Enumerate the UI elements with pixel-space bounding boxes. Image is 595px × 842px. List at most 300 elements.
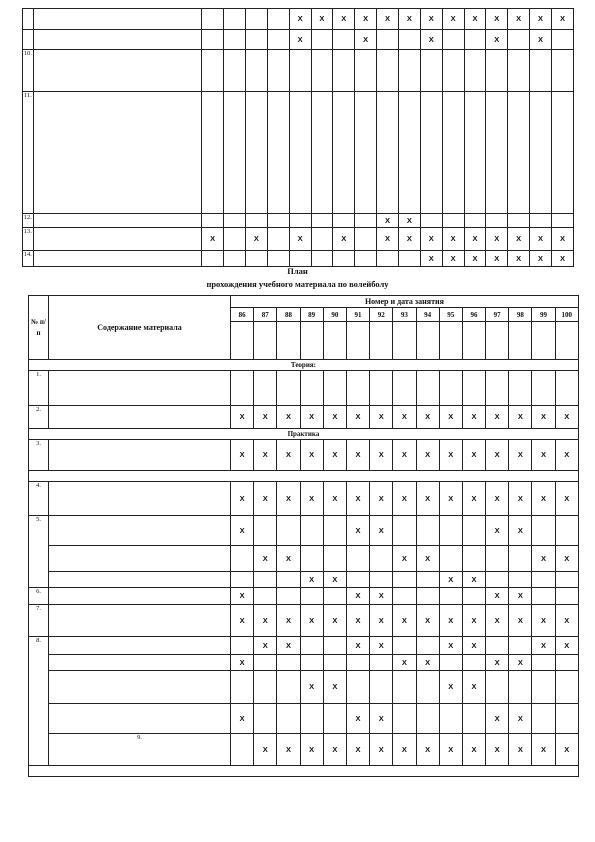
lesson-cell <box>509 516 532 546</box>
check-mark: X <box>285 412 291 421</box>
lesson-cell <box>355 228 377 251</box>
check-mark: X <box>378 744 384 754</box>
lesson-cell <box>439 588 462 605</box>
lesson-cell <box>416 406 439 429</box>
check-mark: X <box>517 657 523 667</box>
lesson-cell <box>346 440 369 471</box>
plan-row <box>29 734 579 766</box>
check-mark: X <box>239 657 245 667</box>
lesson-cell <box>202 9 224 30</box>
lesson-cell <box>346 605 369 637</box>
row-content <box>49 605 231 637</box>
check-mark: X <box>538 34 544 44</box>
lesson-cell <box>555 734 578 766</box>
check-mark: X <box>332 744 338 754</box>
lesson-cell <box>508 92 530 214</box>
lesson-cell <box>333 50 355 92</box>
lesson-date-cell <box>254 322 277 360</box>
lesson-cell <box>267 251 289 267</box>
check-mark: X <box>309 574 315 584</box>
lesson-cell <box>346 588 369 605</box>
section-practice <box>29 429 579 440</box>
lesson-cell <box>300 704 323 734</box>
lesson-cell <box>231 516 254 546</box>
lesson-cell <box>346 734 369 766</box>
lesson-cell <box>509 482 532 516</box>
lesson-cell <box>439 482 462 516</box>
lesson-number: 96 <box>462 308 485 322</box>
check-mark: X <box>428 234 434 243</box>
lesson-cell <box>532 605 555 637</box>
lesson-cell <box>508 251 530 267</box>
lesson-cell <box>486 50 508 92</box>
lesson-cell <box>277 371 300 406</box>
lesson-cell <box>530 30 552 50</box>
lesson-cell <box>277 588 300 605</box>
lesson-cell <box>439 637 462 655</box>
check-mark: X <box>516 234 522 243</box>
check-mark: X <box>239 525 245 535</box>
check-mark: X <box>239 412 245 421</box>
lesson-cell <box>393 605 416 637</box>
check-mark: X <box>494 34 500 44</box>
lesson-cell <box>254 605 277 637</box>
lesson-cell <box>393 704 416 734</box>
lesson-cell <box>532 704 555 734</box>
lesson-cell <box>420 214 442 228</box>
check-mark: X <box>471 744 477 754</box>
lesson-cell <box>289 50 311 92</box>
lesson-number: 87 <box>254 308 277 322</box>
lesson-cell <box>416 482 439 516</box>
row-content <box>33 214 202 228</box>
lesson-cell <box>202 214 224 228</box>
lesson-cell <box>532 371 555 406</box>
check-mark: X <box>401 412 407 421</box>
lesson-cell <box>393 588 416 605</box>
row-number: 4. <box>29 482 49 516</box>
check-mark: X <box>517 493 523 503</box>
check-mark: X <box>564 412 570 421</box>
lesson-cell <box>300 671 323 704</box>
header-lessons: Номер и дата занятия <box>231 296 579 308</box>
plan-row <box>29 440 579 471</box>
lesson-cell <box>555 671 578 704</box>
lesson-cell <box>333 214 355 228</box>
check-mark: X <box>401 744 407 754</box>
lesson-cell <box>333 228 355 251</box>
lesson-cell <box>300 371 323 406</box>
check-mark: X <box>262 615 268 625</box>
lesson-cell <box>254 588 277 605</box>
check-mark: X <box>401 615 407 625</box>
lesson-cell <box>532 637 555 655</box>
lesson-cell <box>370 588 393 605</box>
check-mark: X <box>538 14 544 23</box>
lesson-cell <box>532 406 555 429</box>
lesson-cell <box>231 371 254 406</box>
lesson-cell <box>224 50 246 92</box>
check-mark: X <box>472 234 478 243</box>
check-mark: X <box>564 493 570 503</box>
lesson-cell <box>486 588 509 605</box>
lesson-cell <box>551 214 573 228</box>
lesson-cell <box>439 704 462 734</box>
lesson-cell <box>231 605 254 637</box>
lesson-date-cell <box>300 322 323 360</box>
check-mark: X <box>448 615 454 625</box>
lesson-cell <box>245 251 267 267</box>
check-mark: X <box>309 744 315 754</box>
lesson-cell <box>486 655 509 671</box>
check-mark: X <box>332 493 338 503</box>
lesson-cell <box>300 440 323 471</box>
lesson-cell <box>323 588 346 605</box>
lesson-cell <box>231 655 254 671</box>
lesson-cell <box>277 605 300 637</box>
lesson-cell <box>509 440 532 471</box>
lesson-cell <box>508 50 530 92</box>
check-mark: X <box>285 493 291 503</box>
lesson-cell <box>509 605 532 637</box>
lesson-cell <box>439 572 462 588</box>
lesson-cell <box>323 516 346 546</box>
lesson-cell <box>277 655 300 671</box>
check-mark: X <box>425 657 431 667</box>
check-mark: X <box>494 744 500 754</box>
lesson-cell <box>439 671 462 704</box>
lesson-cell <box>245 92 267 214</box>
lesson-cell <box>398 9 420 30</box>
check-mark: X <box>401 450 407 459</box>
lesson-number: 86 <box>231 308 254 322</box>
lesson-cell <box>323 482 346 516</box>
lesson-cell <box>277 704 300 734</box>
lesson-cell <box>355 214 377 228</box>
lesson-cell <box>393 637 416 655</box>
lesson-cell <box>254 516 277 546</box>
lesson-cell <box>355 251 377 267</box>
lesson-cell <box>555 572 578 588</box>
lesson-cell <box>509 734 532 766</box>
lesson-cell <box>416 546 439 572</box>
check-mark: X <box>401 553 407 563</box>
lesson-cell <box>486 704 509 734</box>
lesson-cell <box>245 50 267 92</box>
subsection-banner <box>29 471 579 482</box>
lesson-cell <box>370 605 393 637</box>
lesson-cell <box>231 572 254 588</box>
lesson-cell <box>377 50 399 92</box>
lesson-cell <box>532 482 555 516</box>
check-mark: X <box>262 450 268 459</box>
lesson-cell <box>224 9 246 30</box>
check-mark: X <box>450 14 456 23</box>
check-mark: X <box>541 640 547 650</box>
lesson-cell <box>277 546 300 572</box>
check-mark: X <box>239 713 245 723</box>
check-mark: X <box>363 34 369 44</box>
lesson-cell <box>346 671 369 704</box>
check-mark: X <box>541 615 547 625</box>
lesson-cell <box>555 546 578 572</box>
lesson-cell <box>532 516 555 546</box>
lesson-cell <box>398 30 420 50</box>
lesson-cell <box>323 704 346 734</box>
check-mark: X <box>559 253 565 263</box>
plan-row <box>29 516 579 546</box>
check-mark: X <box>285 553 291 563</box>
lesson-cell <box>289 251 311 267</box>
lesson-cell <box>532 546 555 572</box>
check-mark: X <box>494 234 500 243</box>
top-plan-table <box>22 8 574 267</box>
check-mark: X <box>297 34 303 44</box>
subsection-banner-row <box>29 766 579 777</box>
lesson-cell <box>231 588 254 605</box>
lesson-cell <box>277 671 300 704</box>
lesson-cell <box>509 406 532 429</box>
lesson-cell <box>300 655 323 671</box>
row-content <box>33 251 202 267</box>
check-mark: X <box>425 615 431 625</box>
lesson-cell <box>509 655 532 671</box>
check-mark: X <box>471 450 477 459</box>
plan-title: План <box>287 266 308 276</box>
check-mark: X <box>425 744 431 754</box>
lesson-cell <box>267 9 289 30</box>
row-number: 7. <box>29 605 49 637</box>
check-mark: X <box>332 574 338 584</box>
check-mark: X <box>494 493 500 503</box>
check-mark: X <box>517 591 523 600</box>
check-mark: X <box>297 14 303 23</box>
lesson-cell <box>486 371 509 406</box>
lesson-cell <box>245 9 267 30</box>
lesson-cell <box>508 214 530 228</box>
lesson-cell <box>202 92 224 214</box>
top-table-row <box>23 50 574 92</box>
lesson-cell <box>300 734 323 766</box>
lesson-cell <box>532 655 555 671</box>
lesson-cell <box>416 605 439 637</box>
lesson-cell <box>486 92 508 214</box>
lesson-cell <box>551 251 573 267</box>
lesson-cell <box>462 704 485 734</box>
check-mark: X <box>471 574 477 584</box>
check-mark: X <box>494 591 500 600</box>
check-mark: X <box>385 215 391 225</box>
lesson-cell <box>398 50 420 92</box>
lesson-cell <box>393 516 416 546</box>
lesson-cell <box>486 30 508 50</box>
lesson-cell <box>277 637 300 655</box>
check-mark: X <box>378 412 384 421</box>
check-mark: X <box>541 412 547 421</box>
lesson-number: 89 <box>300 308 323 322</box>
lesson-cell <box>486 516 509 546</box>
lesson-cell <box>370 516 393 546</box>
check-mark: X <box>355 525 361 535</box>
lesson-cell <box>323 671 346 704</box>
lesson-cell <box>346 482 369 516</box>
check-mark: X <box>494 657 500 667</box>
subsection-banner <box>29 766 579 777</box>
lesson-cell <box>300 588 323 605</box>
check-mark: X <box>406 14 412 23</box>
lesson-cell <box>509 637 532 655</box>
lesson-cell <box>551 50 573 92</box>
lesson-date-cell <box>555 322 578 360</box>
lesson-cell <box>231 637 254 655</box>
check-mark: X <box>517 525 523 535</box>
lesson-cell <box>551 30 573 50</box>
lesson-cell <box>530 50 552 92</box>
lesson-cell <box>370 655 393 671</box>
lesson-cell <box>370 671 393 704</box>
lesson-cell <box>346 406 369 429</box>
row-number: 13. <box>23 228 34 251</box>
lesson-cell <box>486 637 509 655</box>
lesson-cell <box>370 637 393 655</box>
check-mark: X <box>494 525 500 535</box>
lesson-cell <box>442 214 464 228</box>
lesson-cell <box>254 440 277 471</box>
check-mark: X <box>378 525 384 535</box>
lesson-cell <box>254 546 277 572</box>
lesson-cell <box>370 704 393 734</box>
lesson-cell <box>486 214 508 228</box>
row-content <box>49 516 231 546</box>
row-content <box>49 588 231 605</box>
row-number: 5. <box>29 516 49 588</box>
check-mark: X <box>285 450 291 459</box>
lesson-number: 94 <box>416 308 439 322</box>
top-table-row <box>23 228 574 251</box>
lesson-cell <box>442 92 464 214</box>
row-content <box>49 406 231 429</box>
lesson-cell <box>224 251 246 267</box>
plan-row <box>29 637 579 655</box>
lesson-cell <box>377 9 399 30</box>
lesson-cell <box>224 228 246 251</box>
lesson-cell <box>462 572 485 588</box>
lesson-cell <box>555 482 578 516</box>
lesson-cell <box>245 30 267 50</box>
check-mark: X <box>239 493 245 503</box>
lesson-cell <box>416 516 439 546</box>
lesson-cell <box>416 440 439 471</box>
lesson-cell <box>555 605 578 637</box>
check-mark: X <box>355 615 361 625</box>
lesson-date-cell <box>486 322 509 360</box>
lesson-cell <box>277 516 300 546</box>
row-number <box>23 30 34 50</box>
lesson-cell <box>377 92 399 214</box>
check-mark: X <box>494 615 500 625</box>
lesson-cell <box>377 30 399 50</box>
lesson-cell <box>323 637 346 655</box>
lesson-cell <box>245 214 267 228</box>
lesson-cell <box>277 440 300 471</box>
lesson-cell <box>393 572 416 588</box>
lesson-cell <box>555 588 578 605</box>
lesson-cell <box>508 30 530 50</box>
check-mark: X <box>516 14 522 23</box>
check-mark: X <box>559 14 565 23</box>
top-table-body <box>23 9 574 267</box>
lesson-cell <box>555 637 578 655</box>
lesson-date-cell <box>231 322 254 360</box>
lesson-cell <box>532 734 555 766</box>
lesson-cell <box>355 30 377 50</box>
lesson-cell <box>254 406 277 429</box>
lesson-cell <box>311 50 333 92</box>
lesson-date-cell <box>277 322 300 360</box>
lesson-cell <box>551 9 573 30</box>
plan-row <box>29 482 579 516</box>
lesson-date-cell <box>370 322 393 360</box>
check-mark: X <box>309 615 315 625</box>
row-content <box>33 92 202 214</box>
header-number: № п/ п <box>29 296 49 360</box>
check-mark: X <box>541 553 547 563</box>
lesson-cell <box>202 30 224 50</box>
lesson-cell <box>323 546 346 572</box>
lesson-cell <box>555 371 578 406</box>
lesson-number: 88 <box>277 308 300 322</box>
lesson-cell <box>300 406 323 429</box>
lesson-cell <box>420 92 442 214</box>
section-theory-label: Теория: <box>29 360 579 371</box>
lesson-cell <box>289 92 311 214</box>
lesson-cell <box>530 251 552 267</box>
top-table-row <box>23 9 574 30</box>
lesson-cell <box>333 9 355 30</box>
lesson-cell <box>277 734 300 766</box>
check-mark: X <box>285 615 291 625</box>
lesson-cell <box>439 605 462 637</box>
lesson-cell <box>532 671 555 704</box>
check-mark: X <box>541 450 547 459</box>
lesson-cell <box>486 605 509 637</box>
lesson-cell <box>370 406 393 429</box>
check-mark: X <box>541 744 547 754</box>
lesson-cell <box>462 440 485 471</box>
check-mark: X <box>564 615 570 625</box>
row-number: 6. <box>29 588 49 605</box>
top-table-row <box>23 214 574 228</box>
check-mark: X <box>309 412 315 421</box>
lesson-cell <box>462 482 485 516</box>
lesson-cell <box>289 214 311 228</box>
lesson-cell <box>231 482 254 516</box>
lesson-cell <box>231 671 254 704</box>
check-mark: X <box>332 412 338 421</box>
check-mark: X <box>448 640 454 650</box>
lesson-cell <box>442 9 464 30</box>
lesson-cell <box>555 516 578 546</box>
lesson-cell <box>311 251 333 267</box>
row-content <box>49 440 231 471</box>
lesson-cell <box>254 482 277 516</box>
check-mark: X <box>448 450 454 459</box>
lesson-cell <box>370 482 393 516</box>
check-mark: X <box>262 553 268 563</box>
check-mark: X <box>239 450 245 459</box>
row-content <box>49 704 231 734</box>
check-mark: X <box>341 234 347 243</box>
